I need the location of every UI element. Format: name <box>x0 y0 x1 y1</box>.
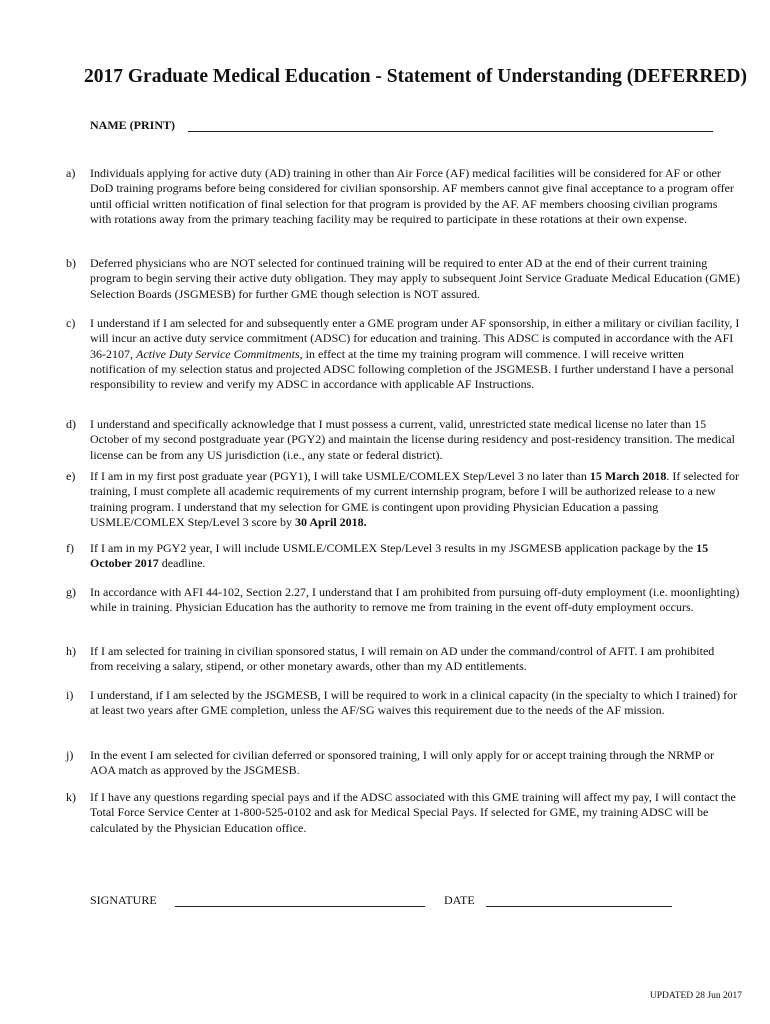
item-letter: a) <box>66 166 76 180</box>
item-letter: e) <box>66 469 76 483</box>
signature-field[interactable] <box>175 906 425 907</box>
item-text: I understand if I am selected for and subsequently enter a GME program under AF sponsorship, in either a military or civilian facility, I will incur an active duty service commitment (ADSC) for education and training. This ADSC is computed in accordance with the AFI 36-2107, Active Duty Service Commitments, in effect at the time my training program will commence. I will receive written notification of my selection status and projected ADSC following completion of the JSGMESB. I further understand I have a personal responsibility to review and verify my ADSC in accordance with applicable AF Instructions. <box>90 316 740 392</box>
item-letter: j) <box>66 748 74 762</box>
item-letter: h) <box>66 644 76 658</box>
item-text: Deferred physicians who are NOT selected for continued training will be required to enter AD at the end of their current training program to begin serving their active duty obligation. They may apply to subsequent Joint Service Graduate Medical Education (GME) Selection Boards (JSGMESB) for further GME though selection is NOT assured. <box>90 256 740 301</box>
deadline-date: 15 March 2018 <box>589 469 667 483</box>
item-letter: d) <box>66 417 76 431</box>
item-letter: b) <box>66 256 76 270</box>
name-label: NAME (PRINT) <box>90 118 175 132</box>
item-text: If I am selected for training in civilian sponsored status, I will remain on AD under the command/control of AFIT. I am prohibited from receiving a salary, stipend, or other monetary awards, other than my AD entitlements. <box>90 644 715 674</box>
afi-title: Active Duty Service Commitments <box>136 346 300 361</box>
signature-label: SIGNATURE <box>90 893 157 907</box>
page-title: 2017 Graduate Medical Education - Statement of Understanding (DEFERRED) <box>84 66 747 87</box>
item-text: In the event I am selected for civilian deferred or sponsored training, I will only apply for or accept training through the NRMP or AOA match as approved by the JSGMESB. <box>90 748 715 778</box>
item-letter: i) <box>66 688 74 702</box>
item-text: I understand, if I am selected by the JSGMESB, I will be required to work in a clinical capacity (in the specialty to which I trained) for at least two years after GME completion, unless the AF/SG waives this requirement due to the needs of the AF mission. <box>90 688 738 718</box>
item-text: I understand and specifically acknowledge that I must possess a current, valid, unrestricted state medical license no later than 15 October of my second postgraduate year (PGY2) and maintain the license during residency and post-residency transition. The medical license can be from any US jurisdiction (i.e., any state or federal district). <box>90 417 735 462</box>
item-letter: f) <box>66 541 74 555</box>
item-text: If I am in my first post graduate year (PGY1), I will take USMLE/COMLEX Step/Level 3 no later than 15 March 2018. If selected for training, I must complete all academic requirements of my current internship program, before I will be authorized release to a new training program. I understand that my selection for GME is contingent upon providing Physician Education a passing USMLE/COMLEX Step/Level 3 score by 30 April 2018. <box>90 469 739 529</box>
name-field[interactable] <box>188 131 713 132</box>
updated-date: UPDATED 28 Jun 2017 <box>649 991 742 1001</box>
date-field[interactable] <box>486 906 672 907</box>
item-text: If I am in my PGY2 year, I will include USMLE/COMLEX Step/Level 3 results in my JSGMESB application package by the 15 October 2017 deadline. <box>90 541 709 571</box>
item-text: If I have any questions regarding special pays and if the ADSC associated with this GME training will affect my pay, I will contact the Total Force Service Center at 1-800-525-0102 and ask for Medical Special Pays. If selected for GME, my training ADSC will be calculated by the Physician Education office. <box>90 790 736 835</box>
item-text: Individuals applying for active duty (AD) training in other than Air Force (AF) medical facilities will be considered for AF or other DoD training programs before being considered for civilian sponsorship. AF members cannot give final acceptance to a program offer until official written notification of final selection for that program is provided by the AF. AF members choosing civilian programs with rotations away from the primary teaching facility may be required to participate in these rotations at their own expense. <box>90 166 734 226</box>
item-letter: k) <box>66 790 76 804</box>
deadline-date: 30 April 2018. <box>294 514 367 529</box>
item-text: In accordance with AFI 44-102, Section 2.27, I understand that I am prohibited from pursuing off-duty employment (i.e. moonlighting) while in training. Physician Education has the authority to remove me from training in the event off-duty employment occurs. <box>90 585 740 615</box>
date-label: DATE <box>444 893 475 907</box>
item-letter: c) <box>66 316 76 330</box>
deadline-date: 15 October 2017 <box>90 541 709 571</box>
item-letter: g) <box>66 585 76 599</box>
